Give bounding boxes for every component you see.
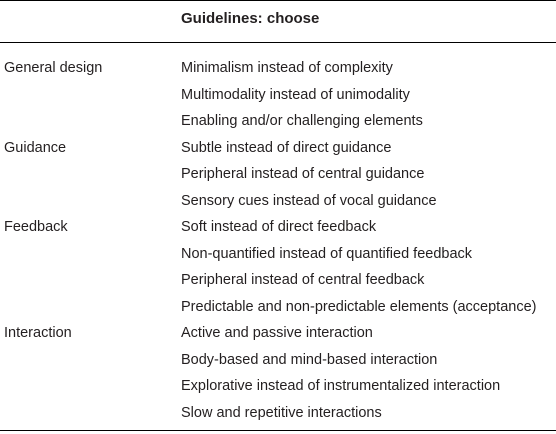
guideline-item: Multimodality instead of unimodality [181,86,410,103]
table-group-guidance [0,135,556,215]
bottom-rule [0,430,556,431]
guideline-item: Body-based and mind-based interaction [181,351,438,368]
header-rule [0,42,556,43]
guideline-item: Soft instead of direct feedback [181,219,377,235]
guideline-list [181,135,556,215]
guideline-item: Predictable and non-predictable elements (acceptance) [181,298,537,315]
row-label-guidance: Guidance [4,139,67,156]
table-group-general-design [0,55,556,135]
guideline-list [181,214,556,320]
guideline-item: Explorative instead of instrumentalized interaction [181,378,501,394]
table-group-interaction [0,320,556,426]
table-body [0,55,556,426]
guideline-item: Sensory cues instead of vocal guidance [181,192,437,209]
guideline-item: Minimalism instead of complexity [181,60,393,76]
guideline-item: Enabling and/or challenging elements [181,113,423,129]
table-group-feedback [0,214,556,320]
guideline-list [181,320,556,426]
guideline-item: Active and passive interaction [181,325,373,341]
column-header-guidelines: Guidelines: choose [181,10,320,27]
row-label-feedback: Feedback [4,219,68,235]
guideline-list [181,55,556,135]
guideline-item: Subtle instead of direct guidance [181,139,392,156]
row-label-interaction: Interaction [4,325,72,341]
row-label-general-design: General design [4,60,103,76]
guideline-item: Non-quantified instead of quantified feedback [181,245,473,262]
guideline-item: Slow and repetitive interactions [181,404,382,421]
top-rule [0,0,556,1]
guideline-item: Peripheral instead of central guidance [181,166,425,182]
guideline-item: Peripheral instead of central feedback [181,272,425,288]
